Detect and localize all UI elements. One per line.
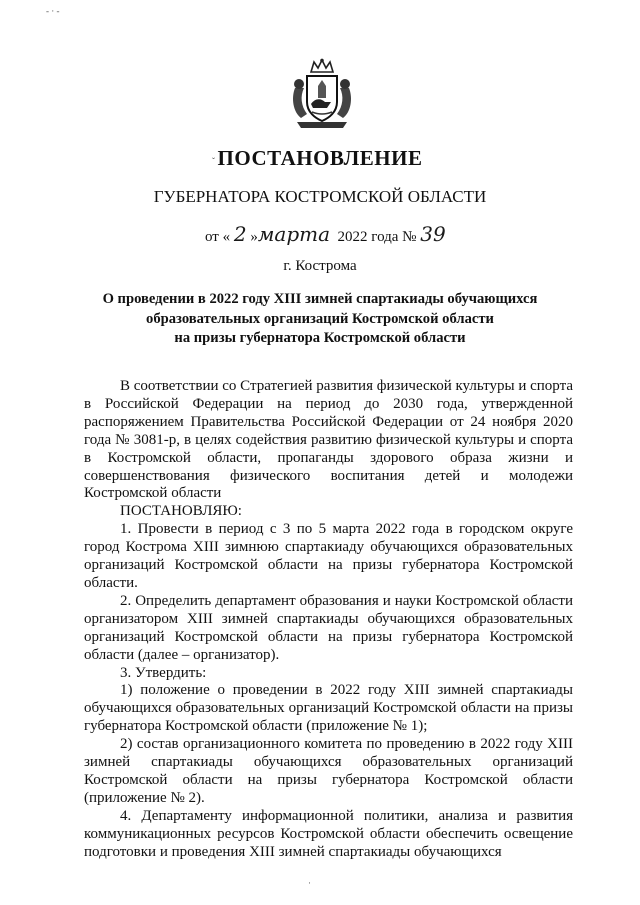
- document-heading: [60, 290, 580, 349]
- date-day: 2: [233, 222, 247, 246]
- date-line: [205, 222, 446, 246]
- paragraph-item-3: 3. Утвердить:: [120, 664, 207, 681]
- heading-line: образовательных организаций Костромской области: [146, 310, 494, 327]
- date-month: марта: [257, 222, 331, 246]
- paragraph-preamble: В соответствии со Стратегией развития физической культуры и спорта в Российской Федерации на период до 2030 года, утвержденной распоряжением Правительства Российской Федерации от 24 ноября 2020 года № 3081-р, в целях содействия развитию физической культуры и спорта в Костромской области, пропаганды здорового образа жизни и совершенствования физического воспитания детей и молодежи Костромской области: [84, 378, 573, 502]
- scan-speck: ·: [308, 878, 311, 888]
- heading-line: на призы губернатора Костромской области: [174, 330, 466, 346]
- document-number: 39: [420, 222, 446, 246]
- coat-of-arms-icon: [287, 58, 357, 130]
- date-prefix: от «: [205, 229, 231, 245]
- scan-speck: ˇ: [212, 156, 215, 166]
- document-body: [84, 378, 573, 861]
- date-year: 2022 года №: [337, 229, 417, 245]
- issuer-line: ГУБЕРНАТОРА КОСТРОМСКОЙ ОБЛАСТИ: [153, 187, 487, 206]
- heading-line: О проведении в 2022 году XIII зимней спартакиады обучающихся: [102, 291, 538, 307]
- paragraph-subitem-2: 2) состав организационного комитета по проведению в 2022 году XIII зимней спартакиады обучающихся образовательных организаций Костромской области на призы губернатора Костромской области (приложение № 2).: [84, 736, 573, 806]
- paragraph-item-4: 4. Департаменту информационной политики, анализа и развития коммуникационных ресурсов Костромской области обеспечить освещение подготовки и проведения XIII зимней спартакиады обучающихся: [84, 807, 573, 860]
- paragraph-item-2: 2. Определить департамент образования и науки Костромской области организатором XIII зимней спартакиады обучающихся образовательных организаций Костромской области на призы губернатора Костромской области (далее – организатор).: [84, 592, 573, 663]
- scan-speck: - · -: [46, 6, 60, 16]
- paragraph-subitem-1: 1) положение о проведении в 2022 году XIII зимней спартакиады обучающихся образовательных организаций Костромской области на призы губернатора Костромской области (приложение № 1);: [84, 682, 573, 735]
- paragraph-item-1: 1. Провести в период с 3 по 5 марта 2022 года в городском округе город Кострома XIII зимнюю спартакиаду обучающихся образовательных организаций Костромской области на призы губернатора Костромской области.: [84, 521, 573, 591]
- paragraph-resolve: ПОСТАНОВЛЯЮ:: [120, 503, 242, 520]
- city-line: г. Кострома: [283, 258, 357, 274]
- document-title: ПОСТАНОВЛЕНИЕ: [217, 146, 423, 170]
- date-mid: »: [250, 229, 258, 245]
